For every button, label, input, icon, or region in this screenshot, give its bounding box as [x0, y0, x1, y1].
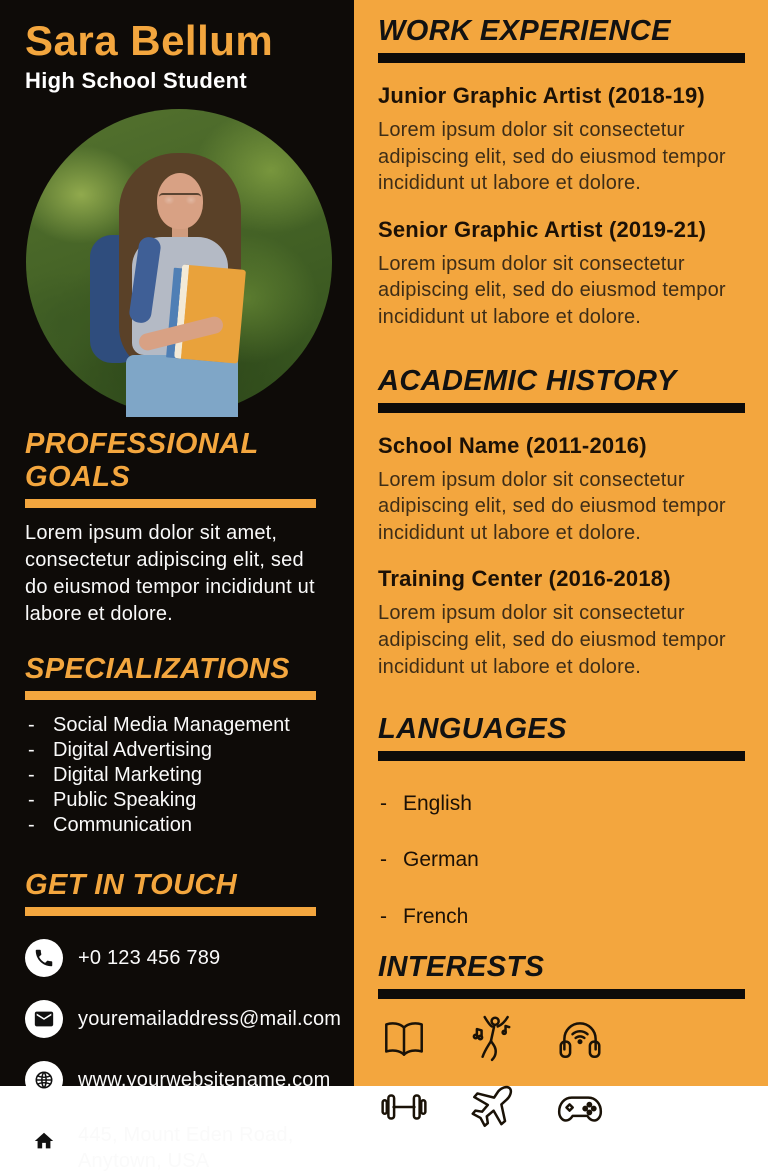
list-item: - Social Media Management	[25, 713, 330, 738]
entry-title: Training Center (2016-2018)	[378, 566, 671, 592]
airplane-icon	[466, 1081, 518, 1133]
photo-glasses	[159, 193, 201, 205]
goals-text: Lorem ipsum dolor sit amet, consectetur adipiscing elit, sed do eiusmod tempor incididunt ut labore et dolore.	[25, 522, 315, 625]
work-entry	[378, 217, 745, 331]
section-underline	[25, 499, 316, 508]
section-languages	[378, 713, 745, 930]
section-underline	[378, 403, 745, 413]
left-sidebar	[0, 0, 354, 1173]
section-professional-goals	[25, 428, 330, 627]
section-heading: GET IN TOUCH	[25, 869, 238, 902]
interests-icon-grid	[378, 1013, 745, 1133]
list-item: - Communication	[25, 813, 330, 838]
photo-notebook	[174, 265, 246, 364]
section-interests	[378, 951, 745, 1133]
work-entry	[378, 83, 745, 197]
gamepad-icon	[554, 1081, 606, 1133]
contact-row-phone	[25, 939, 330, 977]
section-underline	[378, 989, 745, 999]
section-specializations	[25, 653, 330, 839]
section-underline	[25, 691, 316, 700]
address-line-1: 445, Mount Eden Road,	[78, 1124, 294, 1147]
phone-number: +0 123 456 789	[78, 947, 221, 970]
section-underline	[378, 751, 745, 761]
home-icon	[25, 1122, 63, 1160]
entry-description: Lorem ipsum dolor sit consectetur adipiscing elit, sed do eiusmod tempor incididunt ut labore et dolore.	[378, 602, 726, 678]
globe-icon	[25, 1061, 63, 1099]
list-item: - Digital Marketing	[25, 763, 330, 788]
postal-address	[78, 1122, 293, 1174]
profile-photo	[26, 109, 332, 415]
section-work-experience	[378, 15, 745, 331]
photo-jeans	[126, 355, 238, 417]
section-heading: SPECIALIZATIONS	[25, 652, 290, 685]
person-job-title: High School Student	[25, 68, 248, 94]
section-academic-history	[378, 365, 745, 681]
entry-title: School Name (2011-2016)	[378, 432, 647, 458]
list-item: - English	[378, 790, 745, 817]
entry-description: Lorem ipsum dolor sit consectetur adipiscing elit, sed do eiusmod tempor incididunt ut labore et dolore.	[378, 119, 726, 195]
entry-title: Senior Graphic Artist (2019-21)	[378, 216, 707, 242]
entry-title: Junior Graphic Artist (2018-19)	[378, 83, 705, 108]
section-heading: LANGUAGES	[378, 713, 567, 746]
email-address: youremailaddress@mail.com	[78, 1008, 342, 1031]
phone-icon	[25, 939, 63, 977]
headphones-icon	[554, 1013, 606, 1065]
contact-row-website	[25, 1061, 330, 1099]
section-heading: INTERESTS	[378, 951, 545, 984]
academic-entry	[378, 433, 745, 547]
section-heading: ACADEMIC HISTORY	[378, 364, 677, 397]
list-item: - French	[378, 903, 745, 930]
address-line-2: Anytown, USA	[78, 1150, 210, 1173]
academic-entry	[378, 566, 745, 680]
entry-description: Lorem ipsum dolor sit consectetur adipiscing elit, sed do eiusmod tempor incididunt ut labore et dolore.	[378, 252, 726, 328]
section-heading: PROFESSIONAL GOALS	[25, 428, 259, 494]
list-item: - German	[378, 846, 745, 873]
section-underline	[378, 53, 745, 63]
section-underline	[25, 907, 316, 916]
section-get-in-touch	[25, 869, 342, 1174]
person-name: Sara Bellum	[25, 17, 274, 64]
specializations-list	[25, 713, 330, 839]
entry-description: Lorem ipsum dolor sit consectetur adipiscing elit, sed do eiusmod tempor incididunt ut labore et dolore.	[378, 468, 726, 544]
website-url: www.yourwebsitename.com	[78, 1069, 331, 1092]
list-item: - Digital Advertising	[25, 738, 330, 763]
contact-row-email	[25, 1000, 342, 1038]
contact-row-address	[25, 1122, 330, 1174]
languages-list	[378, 790, 745, 930]
list-item: - Public Speaking	[25, 788, 330, 813]
email-icon	[25, 1000, 63, 1038]
section-heading: WORK EXPERIENCE	[378, 15, 671, 47]
dancing-icon	[466, 1013, 518, 1065]
dumbbell-icon	[378, 1081, 430, 1133]
book-icon	[378, 1013, 430, 1065]
main-content	[354, 0, 768, 1086]
